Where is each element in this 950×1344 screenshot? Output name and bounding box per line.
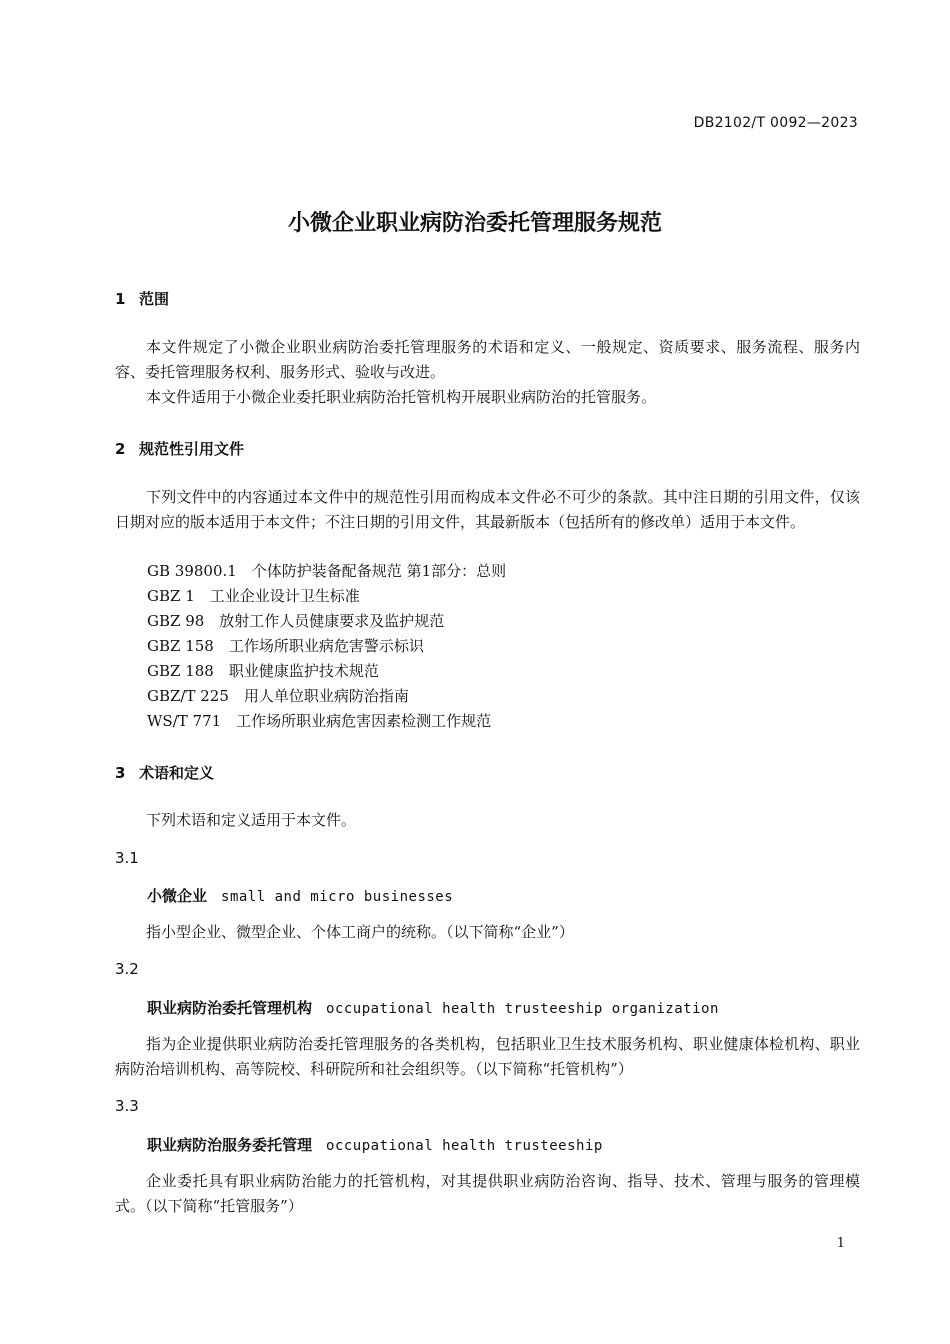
terms-intro: 下列术语和定义适用于本文件。 <box>146 811 357 829</box>
term-heading <box>147 997 719 1018</box>
term-chinese: 职业病防治服务委托管理 <box>147 1136 313 1154</box>
reference-item: GBZ 188 职业健康监护技术规范 <box>147 662 379 680</box>
reference-item: GBZ 98 放射工作人员健康要求及监护规范 <box>147 612 445 630</box>
section-heading-normative <box>115 438 244 459</box>
section-title: 规范性引用文件 <box>139 440 245 458</box>
term-english: small and micro businesses <box>221 889 454 905</box>
term-chinese: 职业病防治委托管理机构 <box>147 999 313 1017</box>
term-chinese: 小微企业 <box>147 887 208 905</box>
page-number: 1 <box>836 1236 845 1251</box>
term-english: occupational health trusteeship organization <box>326 1001 719 1017</box>
reference-item: GBZ 158 工作场所职业病危害警示标识 <box>147 637 424 655</box>
term-definition: 指小型企业、微型企业、个体工商户的统称。（以下简称“企业”） <box>146 923 574 941</box>
reference-item: GBZ/T 225 用人单位职业病防治指南 <box>147 687 409 705</box>
section-title: 术语和定义 <box>139 764 215 782</box>
section-number: 2 <box>115 440 126 458</box>
term-number: 3.3 <box>115 1097 139 1115</box>
section-heading-terms <box>115 762 214 783</box>
normative-intro: 下列文件中的内容通过本文件中的规范性引用而构成本文件必不可少的条款。其中注日期的引用文件，仅该日期对应的版本适用于本文件；不注日期的引用文件，其最新版本（包括所有的修改单）适用于本文件。 <box>115 488 860 531</box>
section-number: 1 <box>115 290 126 308</box>
term-number: 3.1 <box>115 849 139 867</box>
reference-item: GBZ 1 工业企业设计卫生标准 <box>147 587 360 605</box>
term-number: 3.2 <box>115 960 139 978</box>
reference-item: GB 39800.1 个体防护装备配备规范 第1部分：总则 <box>147 562 507 580</box>
term-heading <box>147 885 453 906</box>
document-code: DB2102/T 0092—2023 <box>693 115 858 131</box>
scope-paragraph-2: 本文件适用于小微企业委托职业病防治托管机构开展职业病防治的托管服务。 <box>146 388 657 406</box>
section-title: 范围 <box>139 290 170 308</box>
term-definition: 企业委托具有职业病防治能力的托管机构，对其提供职业病防治咨询、指导、技术、管理与服务的管理模式。（以下简称“托管服务”） <box>115 1172 860 1215</box>
document-title: 小微企业职业病防治委托管理服务规范 <box>287 211 662 236</box>
section-heading-scope <box>115 288 169 309</box>
section-number: 3 <box>115 764 126 782</box>
reference-item: WS/T 771 工作场所职业病危害因素检测工作规范 <box>147 712 492 730</box>
scope-paragraph-1: 本文件规定了小微企业职业病防治委托管理服务的术语和定义、一般规定、资质要求、服务流程、服务内容、委托管理服务权利、服务形式、验收与改进。 <box>115 338 860 381</box>
term-english: occupational health trusteeship <box>326 1138 603 1154</box>
term-heading <box>147 1134 603 1155</box>
term-definition: 指为企业提供职业病防治委托管理服务的各类机构，包括职业卫生技术服务机构、职业健康体检机构、职业病防治培训机构、高等院校、科研院所和社会组织等。（以下简称“托管机构”） <box>115 1035 860 1078</box>
